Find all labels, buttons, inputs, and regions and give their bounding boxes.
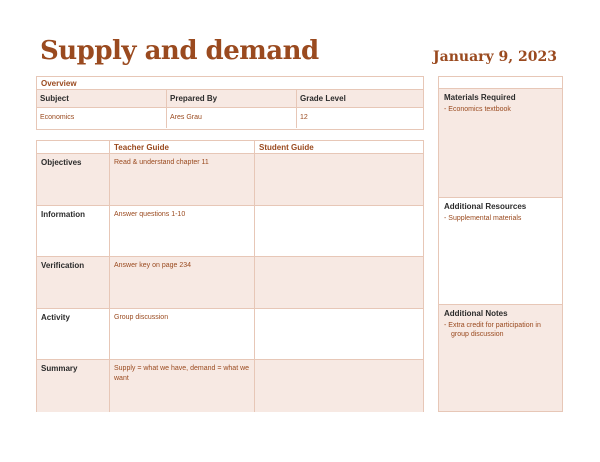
row-label: Activity	[37, 309, 110, 360]
student-guide-cell[interactable]	[255, 257, 423, 308]
row-label: Objectives	[37, 154, 110, 205]
additional-resources-item[interactable]: - Supplemental materials	[444, 215, 522, 222]
overview-heading: Overview	[37, 77, 423, 90]
student-guide-cell[interactable]	[255, 206, 423, 257]
lesson-guide-table	[36, 140, 424, 412]
student-guide-header: Student Guide	[259, 143, 314, 152]
prepared-by-label: Prepared By	[167, 90, 297, 107]
guide-header-row	[37, 141, 423, 154]
row-label: Information	[37, 206, 110, 257]
materials-required-heading: Materials Required	[444, 93, 516, 102]
guide-row-objectives	[37, 154, 423, 206]
grade-level-label: Grade Level	[300, 94, 346, 103]
additional-resources-section	[439, 198, 562, 305]
additional-notes-item[interactable]: - Extra credit for participation in group discussion	[444, 322, 541, 338]
additional-notes-section	[439, 305, 562, 411]
lesson-date: January 9, 2023	[433, 49, 557, 65]
sidebar-top-band	[439, 77, 562, 89]
teacher-guide-cell[interactable]: Supply = what we have, demand = what we want	[110, 360, 255, 412]
teacher-guide-cell[interactable]: Answer key on page 234	[110, 257, 255, 308]
teacher-guide-header: Teacher Guide	[110, 141, 255, 153]
page-title: Supply and demand	[40, 36, 319, 66]
student-guide-cell[interactable]	[255, 360, 423, 412]
guide-header-blank	[37, 141, 110, 153]
teacher-guide-cell[interactable]: Group discussion	[110, 309, 255, 360]
overview-table	[36, 76, 424, 130]
teacher-guide-cell[interactable]: Read & understand chapter 11	[110, 154, 255, 205]
materials-required-section	[439, 89, 562, 198]
sidebar-panel	[438, 76, 563, 412]
guide-row-summary	[37, 360, 423, 412]
prepared-by-value[interactable]: Ares Grau	[167, 108, 297, 128]
subject-value[interactable]: Economics	[37, 108, 167, 128]
student-guide-cell[interactable]	[255, 154, 423, 205]
overview-header-row	[37, 90, 423, 108]
guide-row-activity	[37, 309, 423, 361]
student-guide-cell[interactable]	[255, 309, 423, 360]
guide-row-information	[37, 206, 423, 258]
subject-label: Subject	[37, 90, 167, 107]
overview-value-row	[37, 108, 423, 128]
grade-level-value[interactable]: 12	[300, 114, 308, 121]
guide-row-verification	[37, 257, 423, 309]
row-label: Summary	[37, 360, 110, 412]
row-label: Verification	[37, 257, 110, 308]
additional-notes-heading: Additional Notes	[444, 309, 508, 318]
teacher-guide-cell[interactable]: Answer questions 1-10	[110, 206, 255, 257]
materials-required-item[interactable]: - Economics textbook	[444, 106, 511, 113]
additional-resources-heading: Additional Resources	[444, 202, 527, 211]
